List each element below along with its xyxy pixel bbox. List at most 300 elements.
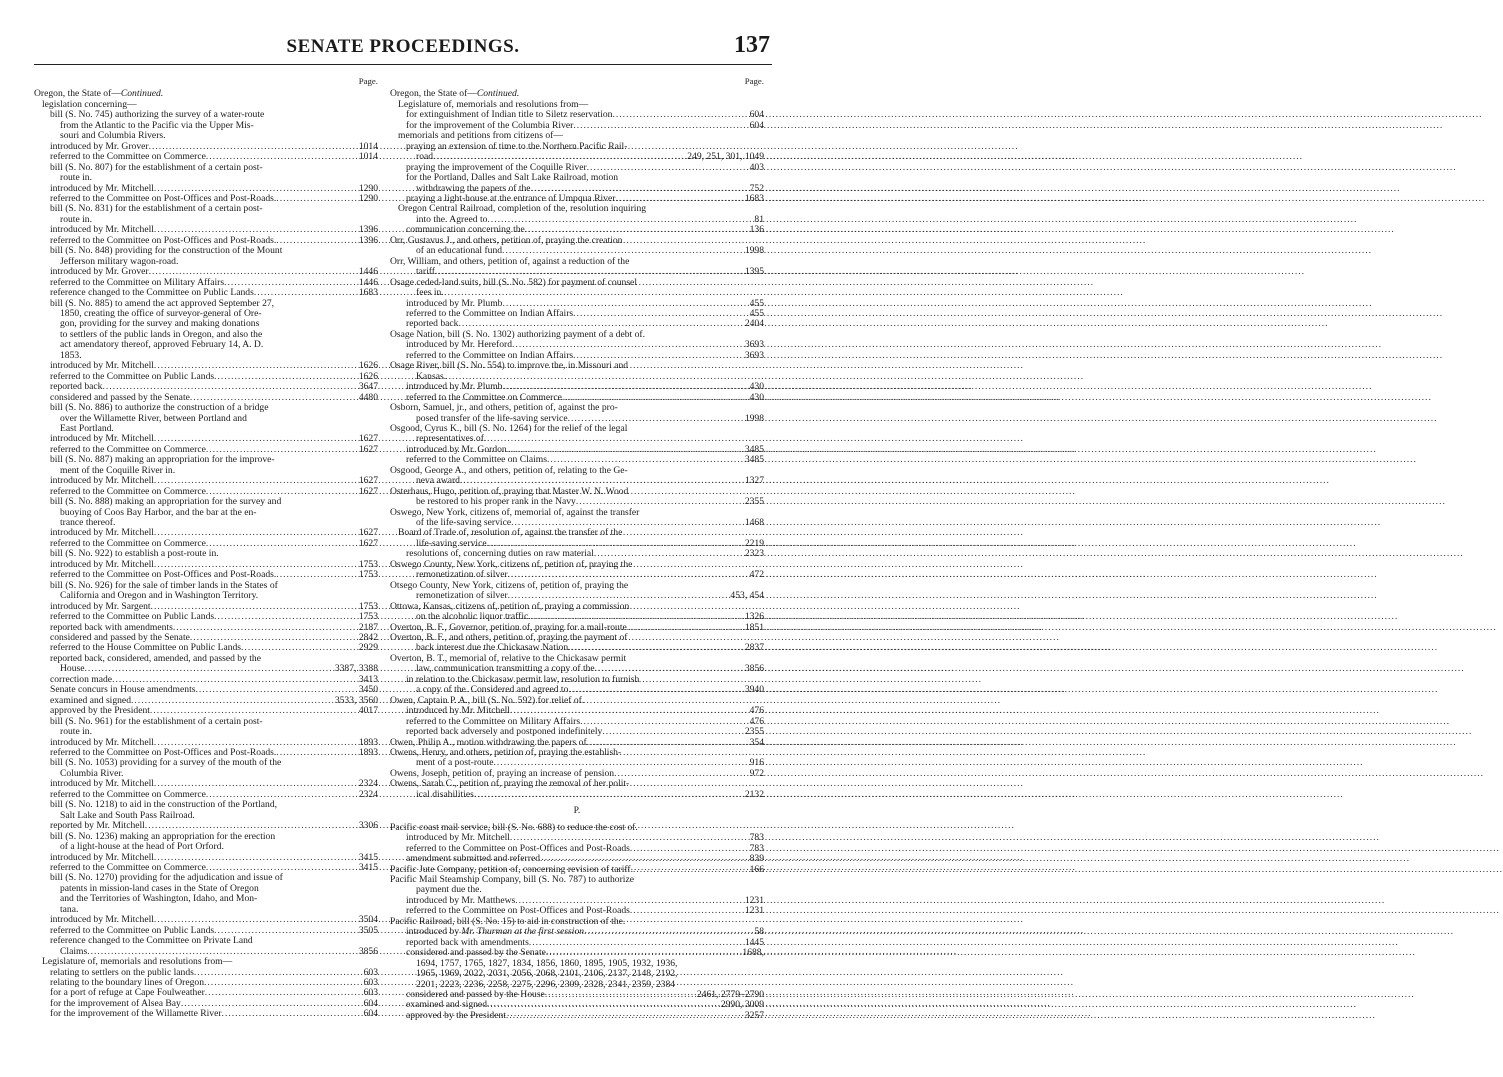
entry-text: route in. [60, 726, 92, 738]
page-reference: 752 [749, 182, 764, 194]
entry-text: ment of a post-route [416, 757, 494, 769]
entry-text: introduced by Mr. Mitchell [50, 433, 154, 445]
entry-text: introduced by Mr. Mitchell [50, 778, 154, 790]
page-reference: 1445 [744, 936, 764, 948]
entry-text: Legislature of, memorials and resolutions from— [398, 98, 589, 110]
entry-text: introduced by Mr. Grover [50, 140, 149, 152]
page-reference: 476 [749, 715, 764, 727]
dot-leader [528, 612, 744, 622]
entry-text: praying a light-house at the entrance of Umpqua River [406, 192, 616, 204]
page-reference: 1627 [358, 537, 378, 549]
entry-text: Oregon, the State of—Continued. [390, 88, 520, 100]
entry-text: Osage River, bill (S. No. 554) to improve the, in Missouri and [390, 360, 629, 372]
entry-text: introduced by Mr. Mitchell [50, 360, 154, 372]
page-reference: 1683 [358, 287, 378, 299]
dot-leader [276, 570, 358, 580]
entry-text: Owens, Joseph, petition of, praying an increase of pension [390, 767, 615, 779]
entry-text: introduced by Mr. Plumb [406, 297, 503, 309]
page-reference: 783 [749, 832, 764, 844]
index-entry [34, 173, 378, 183]
page-reference: 476 [749, 705, 764, 717]
page-reference: 3505 [358, 924, 378, 936]
entry-text: amendment submitted and referred [406, 853, 540, 865]
page-reference: 2837 [744, 642, 764, 654]
index-entry [34, 403, 378, 413]
page-reference: 3413 [358, 673, 378, 685]
index-entry [390, 612, 764, 622]
dot-leader [206, 539, 358, 549]
page-reference: 4017 [358, 705, 378, 717]
page-reference: 1627 [358, 527, 378, 539]
dot-leader [276, 236, 358, 246]
page-reference: 603 [363, 966, 378, 978]
page-reference: 1893 [358, 736, 378, 748]
page-reference: 1468 [744, 517, 764, 529]
page-reference: 2187 [358, 621, 378, 633]
entry-text: reported back adversely and postponed indefinitely [406, 726, 603, 738]
page-reference: 839 [749, 853, 764, 865]
entry-text: road [416, 151, 434, 163]
index-entry [34, 497, 378, 507]
entry-text: resolutions of, concerning duties on raw material [406, 548, 594, 560]
page-reference: 604 [749, 119, 764, 131]
entry-text: trance thereof. [60, 517, 116, 529]
dot-leader [576, 497, 744, 507]
entry-text: Osage ceded-land suits, bill (S. No. 582) for payment of counsel [390, 276, 637, 288]
entry-text: to settlers of the public lands in Oregon, and also the [60, 328, 263, 340]
entry-text: on the alcoholic liquor traffic [416, 611, 529, 623]
entry-text: reported by Mr. Mitchell [50, 820, 145, 832]
entry-text: introduced by Mr. Sargent [50, 600, 151, 612]
page-reference: 2132 [744, 788, 764, 800]
page-reference: 3387, 3388 [334, 663, 378, 675]
page-reference: 1446 [358, 266, 378, 278]
page-reference: 3533, 3560 [334, 694, 378, 706]
entry-text: of an educational fund [416, 245, 503, 257]
entry-text: bill (S. No. 1218) to aid in the construction of the Portland, [50, 799, 278, 811]
page-reference: 3856 [358, 945, 378, 957]
page-reference: 3306 [358, 820, 378, 832]
entry-text: withdrawing the papers of the [416, 182, 531, 194]
page-title: SENATE PROCEEDINGS. [286, 36, 520, 57]
entry-text: of a light-house at the head of Port Orford. [60, 841, 224, 853]
entry-text: Orr, Gustavus J., and others, petition of, praying the creation [390, 234, 623, 246]
entry-text: introduced by Mr. Plumb [406, 381, 503, 393]
entry-text: introduced by Mr. Mitchell [50, 224, 154, 236]
index-entry [34, 612, 378, 622]
index-entry [34, 1009, 378, 1019]
page-reference: 81 [754, 213, 764, 225]
entry-text: patents in mission-land cases in the State of Oregon [60, 882, 259, 894]
dot-leader [506, 1011, 744, 1021]
dot-leader [614, 769, 749, 779]
page-reference: 604 [749, 109, 764, 121]
entry-text: bill (S. No. 886) to authorize the construction of a bridge [50, 402, 269, 414]
entry-text: Pacific coast mail service, bill (S. No. 688) to reduce the cost of. [390, 821, 638, 833]
entry-text: remonetization of silver [416, 569, 508, 581]
entry-text: praying the improvement of the Coquille River [406, 161, 587, 173]
entry-text: into the. Agreed to [416, 213, 488, 225]
entry-text: referred to the Committee on Post-Offices and Post-Roads. [50, 569, 277, 581]
page-reference: 1290 [358, 182, 378, 194]
page-reference: 3693 [744, 349, 764, 361]
entry-text: introduced by Mr. Mitchell [406, 705, 510, 717]
page-reference: 1627 [358, 443, 378, 455]
entry-text: back interest due the Chickasaw Nation [416, 642, 569, 654]
entry-text: law, communication transmitting a copy of the [416, 663, 595, 675]
entry-text: from the Atlantic to the Pacific via the Upper Mis- [60, 119, 254, 131]
entry-text: introduced by Mr. Mitchell [406, 832, 510, 844]
page-reference: 2324 [358, 778, 378, 790]
entry-text: for the improvement of the Willamette River [50, 1008, 222, 1020]
index-entry [34, 957, 378, 967]
entry-text: Salt Lake and South Pass Railroad. [60, 809, 195, 821]
page-reference: 2990, 3009 [720, 999, 764, 1011]
entry-text: examined and signed [406, 999, 487, 1011]
page-reference: 1627 [358, 475, 378, 487]
entry-text: relating to settlers on the public lands [50, 966, 194, 978]
page-reference: 403 [749, 161, 764, 173]
entry-text: Overton, B. F., Governor, petition of, praying for a mail-route [390, 621, 627, 633]
entry-text: bill (S. No. 848) providing for the construction of the Mount [50, 245, 283, 257]
entry-text: introduced by Mr. Mitchell [50, 851, 154, 863]
page-reference: 166 [749, 863, 764, 875]
entry-text: considered and passed by the Senate [406, 947, 546, 959]
entry-text: introduced by Mr. Mitchell [50, 182, 154, 194]
entry-text: a copy of the. Considered and agreed to [416, 684, 569, 696]
entry-text: 1853. [60, 349, 82, 361]
entry-text: Oregon, the State of—Continued. [34, 88, 164, 100]
entry-text: for the Portland, Dalles and Salt Lake Railroad, motion [406, 172, 619, 184]
entry-text: referred to the Committee on Commerce [50, 485, 206, 497]
section-letter: P. [573, 805, 581, 817]
entry-text: reference changed to the Committee on Public Lands [50, 287, 254, 299]
entry-text: referred to the Committee on Commerce [50, 151, 206, 163]
page-reference: 916 [749, 757, 764, 769]
entry-text: referred to the Committee on Commerce [406, 391, 562, 403]
entry-text: referred to the Committee on Post-Offices and Post-Roads [406, 842, 630, 854]
dot-leader [630, 906, 744, 916]
entry-text: referred to the Committee on Claims [406, 454, 547, 466]
entry-text: referred to the Committee on Military Affairs [50, 276, 225, 288]
page-reference: 1396 [358, 234, 378, 246]
page-reference: 354 [749, 736, 764, 748]
page-reference: 1998 [744, 245, 764, 257]
index-entry [390, 727, 764, 737]
entry-text: 1965, 1969, 2022, 2031, 2056, 2068, 2101, 2106, 2137, 2148, 2192, [416, 968, 678, 980]
index-entry [390, 288, 764, 298]
index-entry [390, 497, 764, 507]
entry-text: memorials and petitions from citizens of— [398, 130, 563, 142]
page-reference: 1683 [744, 192, 764, 204]
entry-text: referred to the Committee on Commerce [50, 537, 206, 549]
page-reference: 3647 [358, 381, 378, 393]
page-reference: 1327 [744, 475, 764, 487]
page-reference: 783 [749, 842, 764, 854]
page-reference: 3856 [744, 663, 764, 675]
index-entry [34, 894, 378, 904]
page-reference: 3693 [744, 339, 764, 351]
entry-text: reported back [50, 381, 103, 393]
entry-text: introduced by Mr. Mitchell [50, 558, 154, 570]
entry-text: payment due the. [416, 884, 482, 896]
dot-leader [474, 790, 744, 800]
entry-text: praying an extension of time to the Northern Pacific Rail- [406, 140, 628, 152]
page-reference: 604 [363, 1008, 378, 1020]
index-entry [390, 790, 764, 800]
entry-text: referred to the Committee on Post-Offices and Post-Roads [406, 905, 630, 917]
entry-text: Pacific Mail Steamship Company, bill (S. No. 787) to authorize [390, 873, 634, 885]
entry-text: referred to the Committee on Public Lands [50, 370, 215, 382]
entry-text: examined and signed [50, 694, 131, 706]
entry-text: for a port of refuge at Cape Foulweather [50, 987, 205, 999]
entry-text: reported back with amendments [406, 936, 529, 948]
entry-text: introduced by Mr. Mitchell [50, 914, 154, 926]
entry-text: correction made [50, 673, 113, 685]
dot-leader [214, 612, 358, 622]
page-reference: 455 [749, 307, 764, 319]
entry-text: Jefferson military wagon-road. [60, 255, 179, 267]
page-reference: 1893 [358, 747, 378, 758]
entry-text: Oregon Central Railroad, completion of the, resolution inquiring [398, 203, 647, 215]
page-number: 137 [734, 32, 770, 58]
index-entry [390, 854, 764, 864]
dot-leader [573, 121, 748, 131]
page-reference: 1326 [744, 611, 764, 623]
entry-text: Board of Trade of, resolution of, against the transfer of the [398, 527, 623, 539]
right-index-entries-p [390, 823, 764, 1022]
entry-text: Owen, Captain P. A., bill (S. No. 592) for relief of. [390, 694, 585, 706]
index-entry [390, 173, 764, 183]
page-reference: 1688, [742, 947, 764, 959]
entry-text: reference changed to the Committee on Private Land [50, 935, 253, 947]
page-reference: 1753 [358, 558, 378, 570]
page-reference: 3940 [744, 684, 764, 696]
entry-text: ment of the Coquille River in. [60, 464, 176, 476]
entry-text: Pacific Railroad, bill (S. No. 15) to aid in construction of the. [390, 915, 626, 927]
entry-text: introduced by Mr. Mitchell [50, 736, 154, 748]
entry-text: 1694, 1757, 1765, 1827, 1834, 1856, 1860, 1895, 1905, 1932, 1936, [416, 957, 678, 969]
entry-text: referred to the Committee on Public Lands [50, 924, 215, 936]
dot-leader [627, 623, 744, 633]
right-column [390, 76, 764, 1021]
entry-text: Osgood, Cyrus K., bill (S. No. 1264) for the relief of the legal [390, 422, 628, 434]
entry-text: bill (S. No. 922) to establish a post-route in. [50, 548, 219, 560]
entry-text: referred to the Committee on Indian Affairs [406, 349, 574, 361]
entry-text: introduced by Mr. Mitchell [50, 475, 154, 487]
entry-text: Osgood, George A., and others, petition of, relating to the Ge- [390, 464, 628, 476]
entry-text: souri and Columbia Rivers. [60, 130, 166, 142]
right-index-entries [390, 89, 764, 800]
dot-leader [254, 288, 358, 298]
page-column-label: Page. [358, 76, 378, 86]
page-reference: 1231 [744, 894, 764, 906]
left-index-entries [34, 89, 378, 1019]
entry-text: considered and passed by the House [406, 988, 545, 1000]
page-reference: 136 [749, 224, 764, 236]
entry-text: be restored to his proper rank in the Navy [416, 496, 576, 508]
entry-text: introduced by Mr. Grover [50, 266, 149, 278]
index-entry [390, 969, 764, 979]
page-reference: 3415 [358, 861, 378, 873]
index-entry [390, 1011, 764, 1021]
page-reference: 1753 [358, 569, 378, 581]
page-reference: 1627 [358, 433, 378, 445]
page-reference: 1014 [358, 151, 378, 163]
entry-text: Otsego County, New York, citizens of, petition of, praying the [390, 579, 629, 591]
page-reference: 1014 [358, 140, 378, 152]
entry-text: reported back, considered, amended, and passed by the [50, 652, 261, 664]
entry-text: bill (S. No. 888) making an appropriation for the survey and [50, 496, 282, 508]
page-reference: 3415 [358, 851, 378, 863]
page-reference: 2461, 2779–2790 [696, 988, 764, 1000]
entry-text: route in. [60, 213, 92, 225]
entry-text: communication concerning the [406, 224, 525, 236]
entry-text: Pacific Jute Company, petition of, concerning revision of tariff. [390, 863, 633, 875]
page-reference: 2323 [744, 548, 764, 560]
page-reference: 2219 [744, 537, 764, 549]
entry-text: Osage Nation, bill (S. No. 1302) authorizing payment of a debt of. [390, 328, 645, 340]
entry-text: tariff [416, 266, 436, 278]
page-reference: 2929 [358, 642, 378, 654]
entry-text: legislation concerning— [42, 98, 137, 110]
page-reference: 603 [363, 976, 378, 988]
entry-text: bill (S. No. 1270) providing for the adjudication and issue of [50, 872, 283, 884]
dot-leader [540, 854, 749, 864]
page-reference: 1626 [358, 370, 378, 382]
entry-text: Owens, Henry, and others, petition of, praying the establish- [390, 747, 622, 758]
page-reference: 3504 [358, 914, 378, 926]
page-reference: 455 [749, 297, 764, 309]
page-reference: 1396 [358, 224, 378, 236]
entry-text: reported back [406, 318, 459, 330]
page-reference: 1998 [744, 412, 764, 424]
entry-text: introduced by Mr. Gordon [406, 443, 507, 455]
entry-text: referred to the Committee on Indian Affairs [406, 307, 574, 319]
page-reference: 3485 [744, 454, 764, 466]
page-reference: 1231 [744, 905, 764, 917]
dot-leader [633, 865, 749, 875]
page-reference: 1626 [358, 360, 378, 372]
entry-text: referred to the Committee on Post-Offices and Post-Roads. [50, 192, 277, 204]
page-reference: 430 [749, 381, 764, 393]
entry-text: introduced by Mr. Matthews [406, 894, 516, 906]
entry-text: act amendatory thereof, approved February 14, A. D. [60, 339, 264, 351]
dot-leader [222, 1009, 363, 1019]
dot-leader [602, 727, 743, 737]
entry-text: bill (S. No. 885) to amend the act approved September 27, [50, 297, 275, 309]
page-reference: 3485 [744, 443, 764, 455]
entry-text: 1850, creating the office of surveyor-general of Ore- [60, 307, 262, 319]
page-reference: 453, 454 [730, 590, 764, 602]
entry-text: and the Territories of Washington, Idaho, and Mon- [60, 893, 258, 905]
dot-leader [276, 194, 358, 204]
entry-text: for extinguishment of Indian title to Siletz reservation [406, 109, 613, 121]
page-reference: 58 [754, 926, 764, 938]
entry-text: for the improvement of Alsea Bay [50, 997, 181, 1009]
entry-text: approved by the President [50, 705, 150, 717]
page-reference: 3450 [358, 684, 378, 696]
index-entry [34, 340, 378, 350]
entry-text: Overton, B. F., and others, petition of, praying the payment of [390, 632, 628, 644]
page-reference: 1753 [358, 600, 378, 612]
entry-text: House [60, 663, 85, 675]
index-entry [390, 278, 764, 288]
entry-text: remonetization of silver [416, 590, 508, 602]
entry-text: considered and passed by the Senate [50, 391, 190, 403]
entry-text: Senate concurs in House amendments [50, 684, 196, 696]
entry-text: Oswego County, New York, citizens of, petition of, praying the [390, 558, 633, 570]
entry-text: referred to the Committee on Commerce [50, 788, 206, 800]
entry-text: bill (S. No. 1053) providing for a survey of the mouth of the [50, 757, 282, 769]
page-reference: 1290 [358, 192, 378, 204]
entry-text: approved by the President [406, 1009, 506, 1021]
page-column-label: Page. [744, 76, 764, 86]
entry-text: referred to the Committee on Commerce [50, 443, 206, 455]
entry-text: life-saving service [416, 537, 487, 549]
entry-text: referred to the Committee on Commerce [50, 861, 206, 873]
entry-text: introduced by Mr. Hereford [406, 339, 513, 351]
entry-text: route in. [60, 172, 92, 184]
page-reference: 472 [749, 569, 764, 581]
entry-text: introduced by Mr. Mitchell [50, 527, 154, 539]
entry-text: of the life-saving service [416, 517, 512, 529]
entry-text: introduced by Mr. Thurman at the first session [406, 926, 585, 938]
entry-text: Orr, William, and others, petition of, against a reduction of the [390, 255, 630, 267]
entry-text: neva award [416, 475, 460, 487]
page-reference: 3257 [744, 1009, 764, 1021]
entry-text: East Portland. [60, 422, 114, 434]
entry-text: Columbia River. [60, 767, 124, 779]
page-reference: 2324 [358, 788, 378, 800]
entry-text: referred to the Committee on Post-Offices and Post-Roads. [50, 234, 277, 246]
entry-text: considered and passed by the Senate [50, 632, 190, 644]
page-reference: 1627 [358, 485, 378, 497]
entry-text: Ottowa, Kansas, citizens of, petition of, praying a commission [390, 600, 630, 612]
entry-text: Claims [60, 945, 88, 957]
entry-text: bill (S. No. 831) for the establishment of a certain post- [50, 203, 263, 215]
page-reference: 430 [749, 391, 764, 403]
entry-text: Oswego, New York, citizens of, memorial of, against the transfer [390, 506, 640, 518]
page-reference: 972 [749, 767, 764, 779]
entry-text: bill (S. No. 961) for the establishment of a certain post- [50, 715, 263, 727]
page-reference: 603 [363, 987, 378, 999]
entry-text: gon, providing for the survey and making donations [60, 318, 260, 330]
page-reference: 2404 [744, 318, 764, 330]
entry-text: bill (S. No. 926) for the sale of timber lands in the States of [50, 579, 278, 591]
page-reference: 1446 [358, 276, 378, 288]
dot-leader [276, 748, 358, 758]
entry-text: referred to the Committee on Public Lands [50, 611, 215, 623]
entry-text: referred to the Committee on Military Affairs [406, 715, 581, 727]
entry-text: bill (S. No. 887) making an appropriation for the improve- [50, 454, 275, 466]
page-reference: 4480 [358, 391, 378, 403]
entry-text: Osterhaus, Hugo, petition of, praying that Master W. N. Wood [390, 485, 629, 497]
entry-text: ical disabilities [416, 788, 474, 800]
left-column [34, 76, 378, 1020]
entry-text: Kansas. [416, 370, 447, 382]
entry-text: posed transfer of the life-saving service [416, 412, 568, 424]
dot-leader [568, 685, 743, 695]
page-header [34, 34, 772, 65]
entry-text: Legislature of, memorials and resolutions from— [42, 956, 233, 968]
entry-text: referred to the Committee on Post-Offices and Post-Roads. [50, 747, 277, 758]
entry-text: representatives of. [416, 433, 487, 445]
page-reference: 1753 [358, 611, 378, 623]
page-reference: 1395 [744, 266, 764, 278]
entry-text: Owen, Philip A., motion withdrawing the papers of [390, 736, 587, 748]
index-entry [390, 361, 764, 371]
